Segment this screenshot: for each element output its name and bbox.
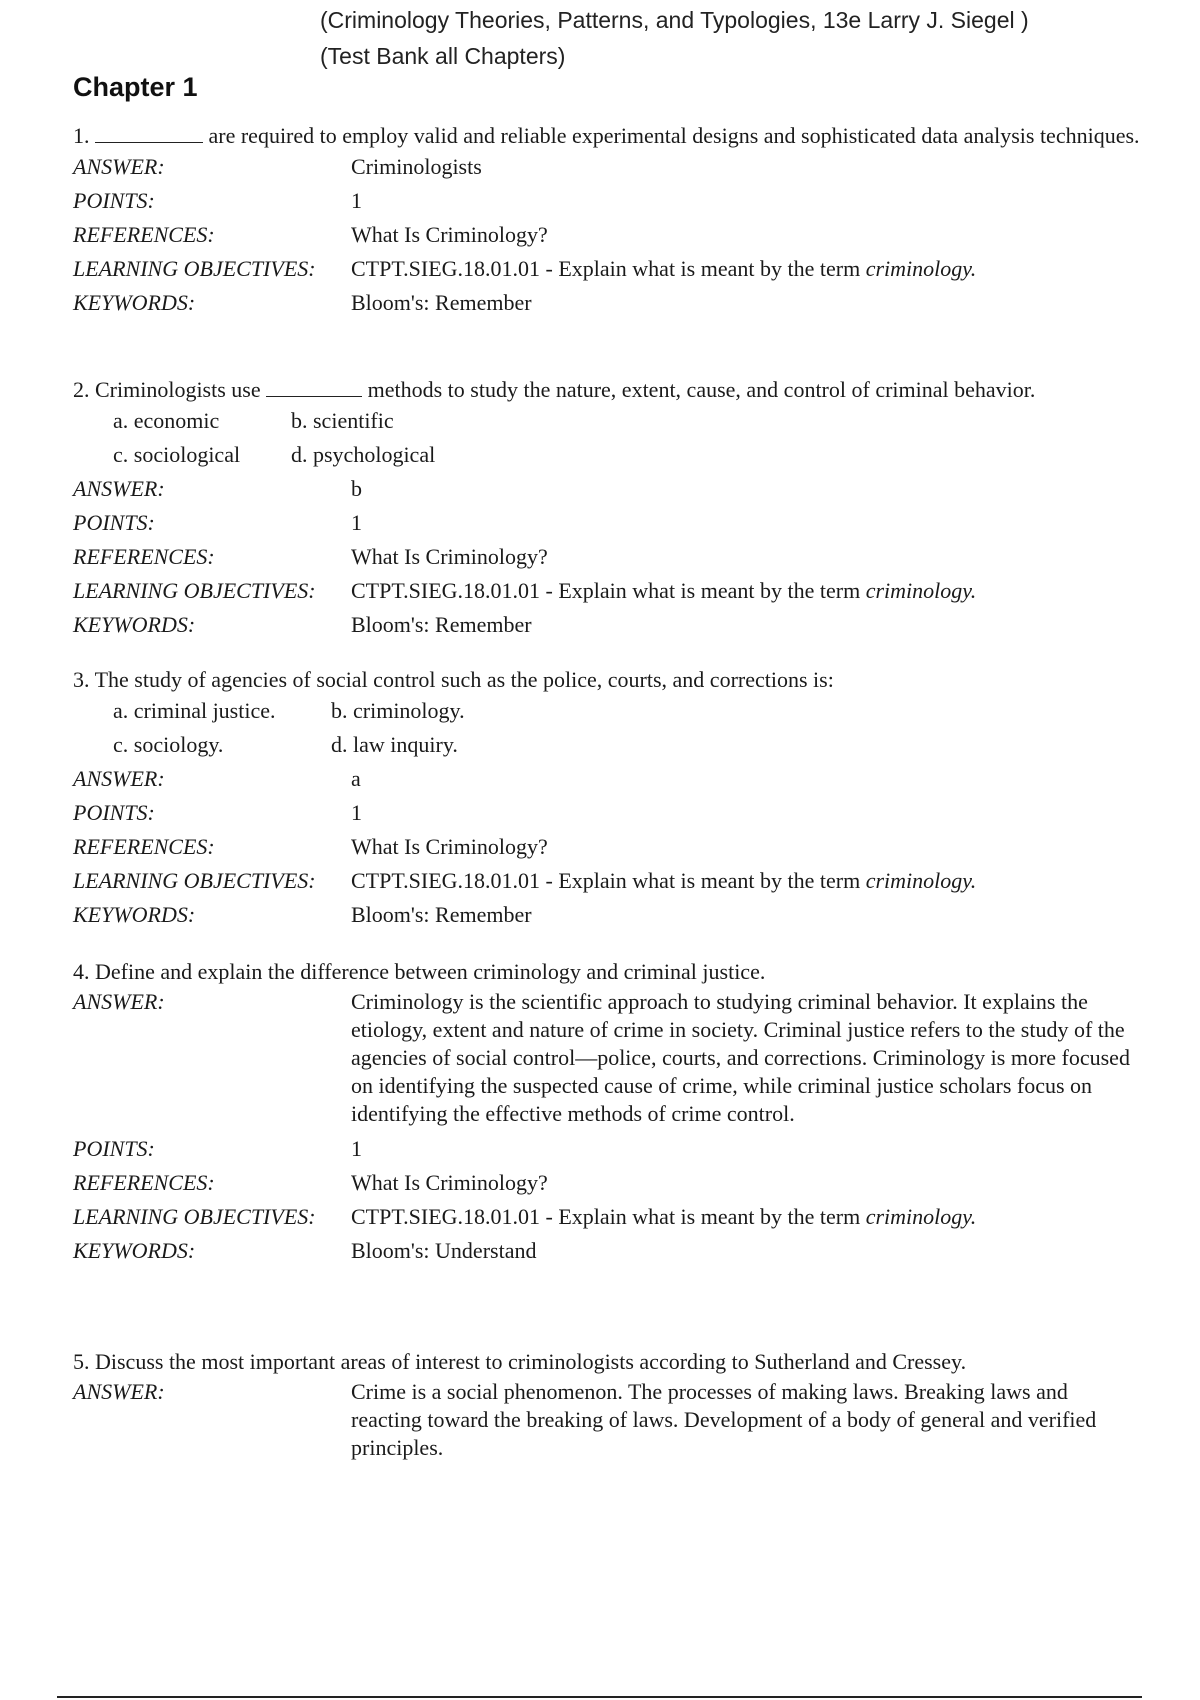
points-row (73, 796, 1143, 830)
choice-d: d. law inquiry. (331, 732, 458, 757)
answer-label: ANSWER: (73, 989, 165, 1014)
keywords-label: KEYWORDS: (73, 612, 196, 637)
question-5 (73, 1348, 1143, 1466)
answer-choices (73, 694, 1143, 762)
points-label: POINTS: (73, 1136, 155, 1161)
learning-objectives-label: LEARNING OBJECTIVES: (73, 256, 316, 281)
question-stem: 2. Criminologists use methods to study the nature, extent, cause, and control of criminal behavior. (73, 377, 1036, 402)
answer-row (73, 150, 1143, 184)
points-row (73, 184, 1143, 218)
question-stem: 4. Define and explain the difference between criminology and criminal justice. (73, 959, 766, 984)
question-stem: 3. The study of agencies of social control such as the police, courts, and corrections is: (73, 667, 834, 692)
answer-label: ANSWER: (73, 476, 165, 501)
footer-divider (57, 1696, 1142, 1698)
choice-d: d. psychological (291, 442, 436, 467)
answer-choices (73, 404, 1143, 472)
answer-row (73, 1378, 1143, 1462)
references-value: What Is Criminology? (351, 544, 548, 569)
references-value: What Is Criminology? (351, 834, 548, 859)
learning-objectives-value: CTPT.SIEG.18.01.01 - Explain what is meant by the term criminology. (351, 1204, 977, 1229)
question-1 (73, 122, 1143, 320)
question-stem: 1. are required to employ valid and reliable experimental designs and sophisticated data analysis techniques. (73, 123, 1140, 148)
learning-objectives-row (73, 864, 1143, 898)
learning-objectives-label: LEARNING OBJECTIVES: (73, 868, 316, 893)
points-row (73, 1132, 1143, 1166)
references-value: What Is Criminology? (351, 1170, 548, 1195)
points-label: POINTS: (73, 188, 155, 213)
answer-row (73, 472, 1143, 506)
choice-b: b. criminology. (331, 698, 465, 723)
points-value: 1 (351, 1136, 362, 1161)
answer-value: a (351, 766, 361, 791)
keywords-row (73, 286, 1143, 320)
answer-value: Criminology is the scientific approach to studying criminal behavior. It explains the etiology, extent and nature of crime in society. Criminal justice refers to the study of the agencies of social control—police, courts, and corrections. Criminology is more focused on identifying the suspected cause of crime, while criminal justice scholars focus on identifying the effective methods of crime control. (351, 989, 1130, 1126)
points-value: 1 (351, 800, 362, 825)
question-2 (73, 376, 1143, 642)
choice-a: a. criminal justice. (113, 698, 276, 723)
keywords-row (73, 608, 1143, 642)
keywords-row (73, 1234, 1143, 1268)
learning-objectives-label: LEARNING OBJECTIVES: (73, 1204, 316, 1229)
answer-row (73, 988, 1143, 1128)
keywords-label: KEYWORDS: (73, 290, 196, 315)
question-stem: 5. Discuss the most important areas of interest to criminologists according to Sutherland and Cressey. (73, 1349, 967, 1374)
keywords-value: Bloom's: Remember (351, 612, 532, 637)
points-value: 1 (351, 188, 362, 213)
keywords-row (73, 898, 1143, 932)
answer-row (73, 762, 1143, 796)
references-row (73, 830, 1143, 864)
answer-label: ANSWER: (73, 1379, 165, 1404)
learning-objectives-row (73, 574, 1143, 608)
answer-value: b (351, 476, 362, 501)
answer-label: ANSWER: (73, 766, 165, 791)
answer-value: Criminologists (351, 154, 482, 179)
keywords-label: KEYWORDS: (73, 902, 196, 927)
choice-b: b. scientific (291, 408, 394, 433)
learning-objectives-row (73, 252, 1143, 286)
references-row (73, 540, 1143, 574)
learning-objectives-value: CTPT.SIEG.18.01.01 - Explain what is meant by the term criminology. (351, 256, 977, 281)
learning-objectives-label: LEARNING OBJECTIVES: (73, 578, 316, 603)
keywords-value: Bloom's: Remember (351, 290, 532, 315)
document-header (320, 2, 1029, 74)
points-label: POINTS: (73, 510, 155, 535)
book-title: (Criminology Theories, Patterns, and Typologies, 13e Larry J. Siegel ) (320, 7, 1029, 33)
choice-a: a. economic (113, 408, 220, 433)
references-label: REFERENCES: (73, 544, 215, 569)
fill-in-blank (266, 378, 362, 397)
references-label: REFERENCES: (73, 834, 215, 859)
points-value: 1 (351, 510, 362, 535)
keywords-label: KEYWORDS: (73, 1238, 196, 1263)
answer-label: ANSWER: (73, 154, 165, 179)
keywords-value: Bloom's: Understand (351, 1238, 537, 1263)
references-value: What Is Criminology? (351, 222, 548, 247)
fill-in-blank (95, 124, 203, 143)
learning-objectives-value: CTPT.SIEG.18.01.01 - Explain what is meant by the term criminology. (351, 578, 977, 603)
choice-c: c. sociology. (113, 732, 224, 757)
references-row (73, 218, 1143, 252)
references-label: REFERENCES: (73, 1170, 215, 1195)
references-row (73, 1166, 1143, 1200)
learning-objectives-row (73, 1200, 1143, 1234)
points-row (73, 506, 1143, 540)
answer-value: Crime is a social phenomenon. The processes of making laws. Breaking laws and reacting toward the breaking of laws. Development of a body of general and verified principles. (351, 1379, 1097, 1460)
choice-c: c. sociological (113, 442, 241, 467)
references-label: REFERENCES: (73, 222, 215, 247)
chapter-title: Chapter 1 (73, 72, 198, 102)
question-4 (73, 958, 1143, 1268)
points-label: POINTS: (73, 800, 155, 825)
keywords-value: Bloom's: Remember (351, 902, 532, 927)
question-3 (73, 666, 1143, 932)
book-subtitle: (Test Bank all Chapters) (320, 43, 566, 69)
learning-objectives-value: CTPT.SIEG.18.01.01 - Explain what is meant by the term criminology. (351, 868, 977, 893)
